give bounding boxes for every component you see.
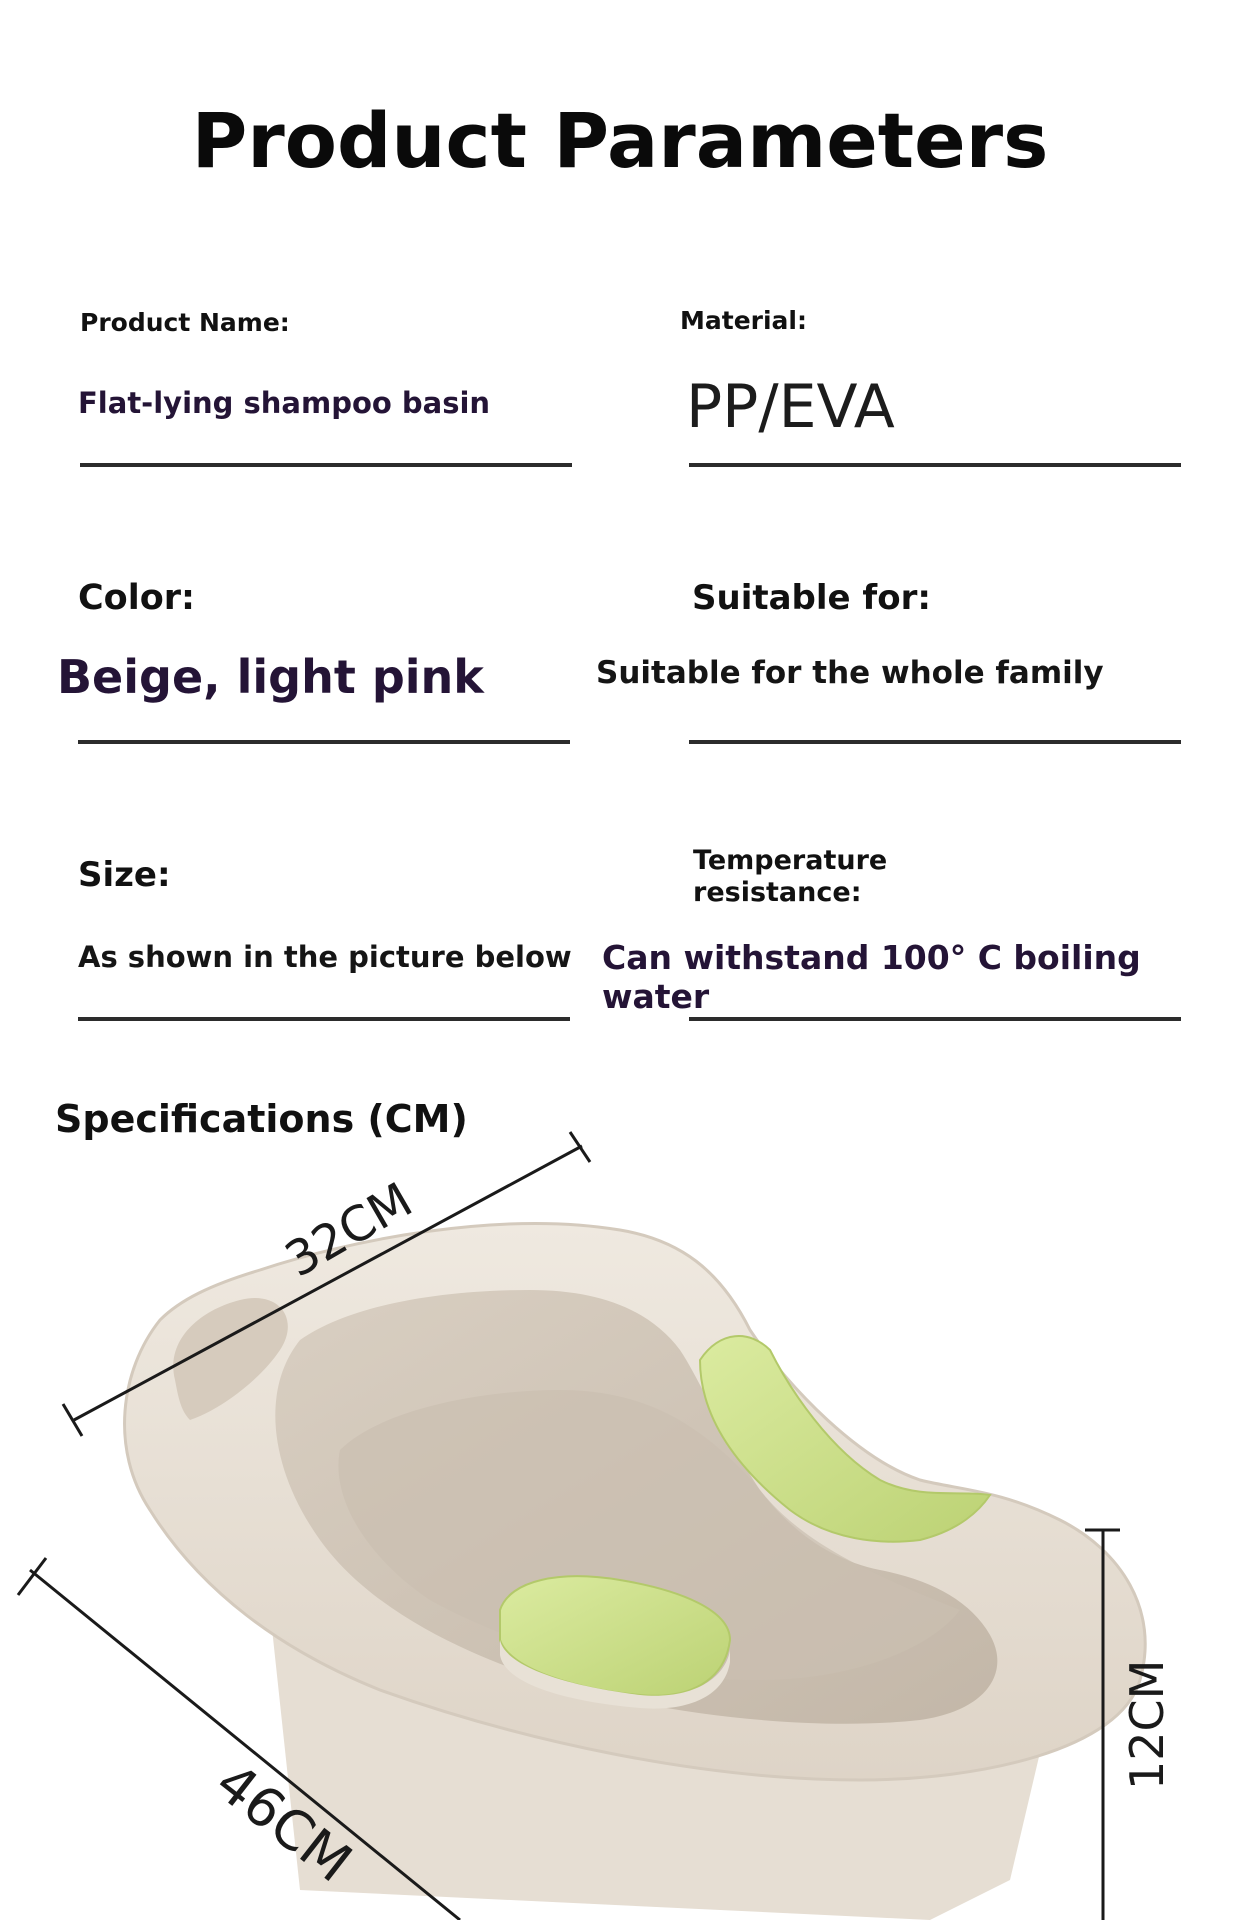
temperature-divider: [689, 1017, 1181, 1021]
width-dimension-tick-right: [570, 1132, 590, 1162]
material-label: Material:: [680, 306, 807, 335]
temperature-value: Can withstand 100° C boiling water: [602, 938, 1141, 1016]
size-label: Size:: [78, 855, 171, 895]
width-dimension-label: 32CM: [276, 1171, 422, 1289]
suitable-for-value: Suitable for the whole family: [596, 655, 1104, 691]
suitable-for-divider: [689, 740, 1181, 744]
product-name-divider: [80, 463, 572, 467]
material-value: PP/EVA: [686, 372, 895, 442]
temperature-label-line2: resistance:: [693, 877, 862, 908]
width-dimension-tick-left: [63, 1404, 82, 1436]
length-dimension-tick-top: [18, 1558, 46, 1595]
size-divider: [78, 1017, 570, 1021]
shampoo-basin-illustration: [0, 1090, 1240, 1920]
color-divider: [78, 740, 570, 744]
length-dimension-label: 46CM: [203, 1750, 364, 1895]
height-dimension-label: 12CM: [1120, 1659, 1174, 1790]
temperature-label-line1: Temperature: [693, 845, 888, 876]
color-value: Beige, light pink: [57, 650, 484, 704]
product-name-label: Product Name:: [80, 308, 290, 337]
size-value: As shown in the picture below: [78, 940, 572, 974]
suitable-for-label: Suitable for:: [692, 578, 931, 618]
page-title: Product Parameters: [191, 96, 1049, 185]
color-label: Color:: [78, 578, 196, 618]
product-name-value: Flat-lying shampoo basin: [78, 386, 491, 420]
specifications-title: Specifications (CM): [55, 1097, 468, 1141]
material-divider: [689, 463, 1181, 467]
temperature-label: [693, 845, 887, 909]
